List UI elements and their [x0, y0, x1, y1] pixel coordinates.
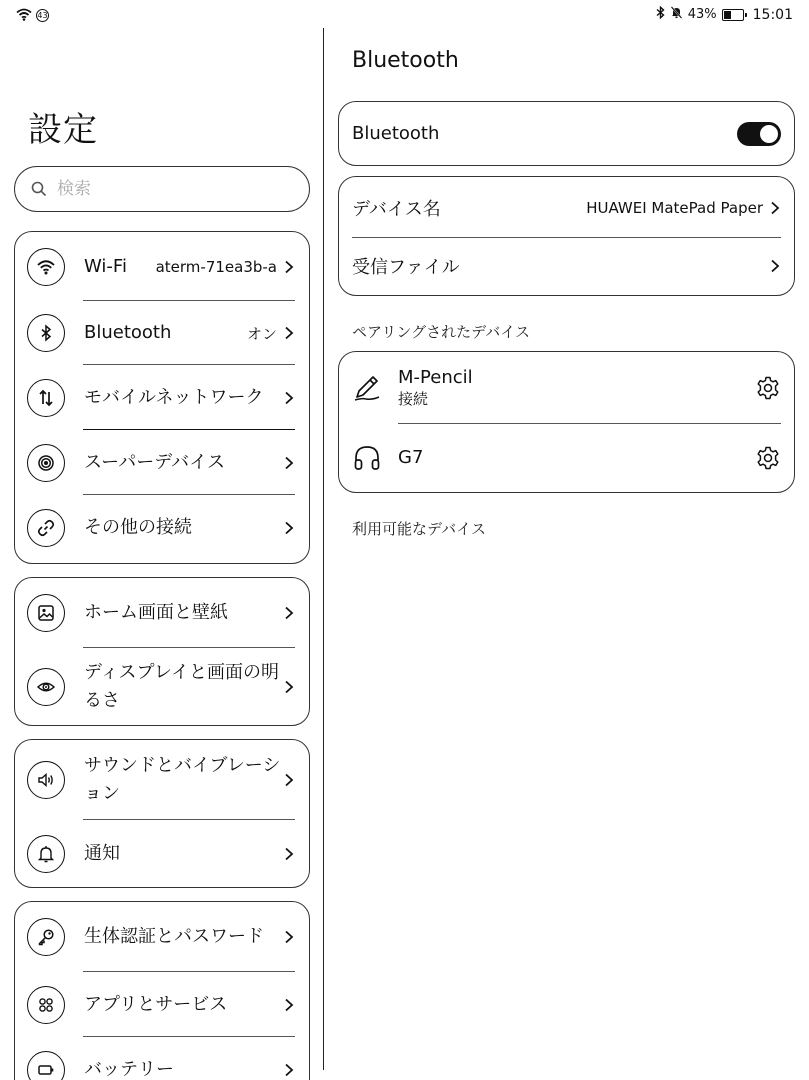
- settings-item-label: Bluetooth: [84, 322, 172, 343]
- toggle-knob: [760, 125, 778, 143]
- settings-item-label: 通知: [84, 842, 120, 864]
- apps-icon: [27, 986, 65, 1024]
- chevron-right-icon: [283, 1063, 295, 1077]
- chevron-right-icon: [769, 259, 781, 273]
- settings-group-connectivity: [14, 231, 310, 564]
- paired-devices-header: ペアリングされたデバイス: [352, 323, 531, 341]
- device-name-row[interactable]: [339, 177, 794, 238]
- pencil-icon: [352, 373, 382, 403]
- headphones-icon: [352, 443, 382, 473]
- battery-percent: 43%: [687, 7, 717, 22]
- settings-group-display: [14, 577, 310, 726]
- settings-item-label: スーパーデバイス: [84, 451, 225, 473]
- paired-devices-card: [338, 351, 795, 493]
- chevron-right-icon: [283, 456, 295, 470]
- bell-icon: [27, 835, 65, 873]
- detail-title: Bluetooth: [352, 48, 459, 73]
- chevron-right-icon: [769, 201, 781, 215]
- search-bar[interactable]: [14, 166, 310, 212]
- settings-item-notifications[interactable]: [15, 820, 309, 887]
- wifi-icon: [27, 248, 65, 286]
- settings-item-label: モバイルネットワーク: [84, 386, 264, 408]
- received-files-row[interactable]: [339, 238, 794, 294]
- settings-item-sound-vibration[interactable]: [15, 740, 309, 820]
- bluetooth-toggle-label: Bluetooth: [352, 123, 440, 144]
- device-name: G7: [398, 447, 424, 468]
- settings-item-label: バッテリー: [84, 1058, 174, 1080]
- gear-icon[interactable]: [755, 445, 781, 471]
- settings-item-label: その他の接続: [84, 517, 192, 538]
- settings-item-label: 生体認証とパスワード: [84, 926, 264, 947]
- gear-icon[interactable]: [755, 375, 781, 401]
- battery-status-icon: [722, 9, 744, 21]
- sound-icon: [27, 761, 65, 799]
- panel-divider: [323, 28, 324, 1070]
- settings-item-home-wallpaper[interactable]: [15, 578, 309, 648]
- chevron-right-icon: [283, 326, 295, 340]
- status-bar: [0, 0, 809, 30]
- wifi-status-icon: [16, 6, 32, 25]
- settings-item-mobile-network[interactable]: [15, 365, 309, 430]
- available-devices-header: 利用可能なデバイス: [352, 520, 486, 538]
- notification-badge: 43: [37, 11, 48, 20]
- device-name-value: HUAWEI MatePad Paper: [586, 198, 763, 217]
- mobile-data-icon: [27, 379, 65, 417]
- settings-item-battery[interactable]: [15, 1037, 309, 1080]
- settings-item-label: サウンドとバイブレーション: [84, 755, 281, 804]
- chevron-right-icon: [283, 847, 295, 861]
- chevron-right-icon: [283, 521, 295, 535]
- device-name: M-Pencil: [398, 367, 473, 388]
- bluetooth-toggle-card: [338, 101, 795, 166]
- search-icon: [31, 181, 47, 197]
- bluetooth-icon: [27, 314, 65, 352]
- eye-icon: [27, 668, 65, 706]
- settings-item-wifi[interactable]: [15, 232, 309, 301]
- bluetooth-toggle-row[interactable]: [339, 102, 794, 165]
- chevron-right-icon: [283, 606, 295, 620]
- settings-item-other-connections[interactable]: [15, 495, 309, 561]
- settings-item-apps-services[interactable]: [15, 972, 309, 1037]
- device-status: 接続: [398, 390, 429, 408]
- received-files-label: 受信ファイル: [352, 257, 460, 278]
- bluetooth-status-icon: [656, 6, 665, 23]
- device-name-label: デバイス名: [352, 198, 441, 220]
- paired-device-row[interactable]: [339, 352, 794, 424]
- settings-group-security-apps: [14, 901, 310, 1080]
- settings-item-value: オン: [246, 324, 277, 343]
- device-info-card: [338, 176, 795, 296]
- page-title: 設定: [28, 110, 98, 150]
- mute-icon: [670, 6, 683, 23]
- chevron-right-icon: [283, 391, 295, 405]
- chevron-right-icon: [283, 260, 295, 274]
- chevron-right-icon: [283, 998, 295, 1012]
- settings-item-value: aterm-71ea3b-a: [155, 257, 277, 276]
- wallpaper-icon: [27, 594, 65, 632]
- clock: 15:01: [752, 6, 793, 23]
- settings-item-label: ディスプレイと画面の明るさ: [84, 662, 279, 711]
- paired-device-row[interactable]: [339, 424, 794, 492]
- chevron-right-icon: [283, 680, 295, 694]
- settings-item-label: ホーム画面と壁紙: [84, 602, 228, 623]
- super-device-icon: [27, 444, 65, 482]
- settings-item-super-device[interactable]: [15, 430, 309, 495]
- settings-group-sound: [14, 739, 310, 888]
- settings-item-bluetooth[interactable]: [15, 301, 309, 365]
- battery-fill: [724, 11, 731, 19]
- chevron-right-icon: [283, 773, 295, 787]
- settings-item-label: Wi-Fi: [84, 255, 127, 277]
- settings-item-label: アプリとサービス: [84, 993, 228, 1015]
- settings-item-biometrics-password[interactable]: [15, 902, 309, 972]
- bluetooth-toggle-switch[interactable]: [737, 122, 781, 146]
- battery-icon: [27, 1051, 65, 1080]
- link-icon: [27, 509, 65, 547]
- search-input[interactable]: [57, 179, 257, 199]
- chevron-right-icon: [283, 930, 295, 944]
- key-icon: [27, 918, 65, 956]
- settings-item-display-brightness[interactable]: [15, 648, 309, 726]
